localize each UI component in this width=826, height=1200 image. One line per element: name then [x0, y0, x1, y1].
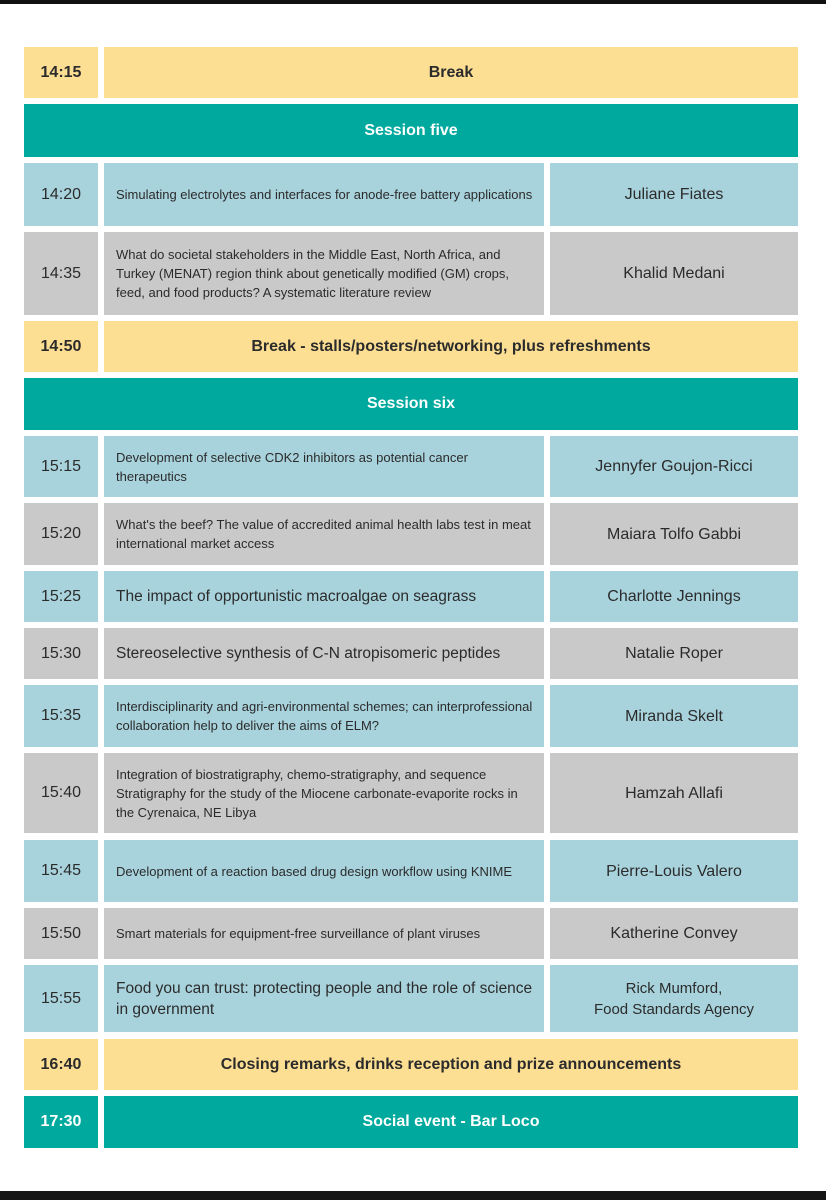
talk-speaker: Pierre-Louis Valero	[550, 840, 798, 902]
talk-time: 15:25	[24, 571, 98, 622]
talk-time: 15:20	[24, 503, 98, 565]
talk-title: Interdisciplinarity and agri-environmental schemes; can interprofessional collaboration help to deliver the aims of ELM?	[104, 685, 544, 747]
talk-speaker: Maiara Tolfo Gabbi	[550, 503, 798, 565]
talk-speaker: Miranda Skelt	[550, 685, 798, 747]
talk-time: 15:30	[24, 628, 98, 679]
talk-title: Smart materials for equipment-free surveillance of plant viruses	[104, 908, 544, 959]
talk-speaker: Katherine Convey	[550, 908, 798, 959]
talk-title: Food you can trust: protecting people and the role of science in government	[104, 965, 544, 1032]
talk-time: 15:55	[24, 965, 98, 1032]
talk-time: 14:20	[24, 163, 98, 226]
talk-title: Development of selective CDK2 inhibitors as potential cancer therapeutics	[104, 436, 544, 497]
social-time: 17:30	[24, 1096, 98, 1148]
talk-time: 15:40	[24, 753, 98, 833]
closing-label: Closing remarks, drinks reception and prize announcements	[104, 1039, 798, 1090]
talk-title: Stereoselective synthesis of C-N atropisomeric peptides	[104, 628, 544, 679]
session-five-header: Session five	[24, 104, 798, 157]
talk-time: 15:15	[24, 436, 98, 497]
talk-speaker: Juliane Fiates	[550, 163, 798, 226]
break-time: 14:15	[24, 47, 98, 98]
talk-time: 15:45	[24, 840, 98, 902]
talk-title: What's the beef? The value of accredited animal health labs test in meat international market access	[104, 503, 544, 565]
talk-title: Simulating electrolytes and interfaces for anode-free battery applications	[104, 163, 544, 226]
talk-time: 14:35	[24, 232, 98, 315]
talk-title: What do societal stakeholders in the Middle East, North Africa, and Turkey (MENAT) region think about genetically modified (GM) crops, feed, and food products? A systematic literature review	[104, 232, 544, 315]
talk-speaker: Jennyfer Goujon-Ricci	[550, 436, 798, 497]
talk-speaker	[550, 965, 798, 1032]
session-six-header: Session six	[24, 378, 798, 430]
social-label: Social event - Bar Loco	[104, 1096, 798, 1148]
talk-title: The impact of opportunistic macroalgae on seagrass	[104, 571, 544, 622]
talk-speaker: Khalid Medani	[550, 232, 798, 315]
talk-speaker: Natalie Roper	[550, 628, 798, 679]
closing-time: 16:40	[24, 1039, 98, 1090]
talk-title: Development of a reaction based drug design workflow using KNIME	[104, 840, 544, 902]
bottom-edge-bar	[0, 1191, 826, 1200]
talk-speaker: Charlotte Jennings	[550, 571, 798, 622]
talk-speaker: Hamzah Allafi	[550, 753, 798, 833]
speaker-affiliation: Food Standards Agency	[593, 1000, 755, 1018]
talk-time: 15:35	[24, 685, 98, 747]
speaker-name: Rick Mumford,	[625, 979, 723, 997]
talk-time: 15:50	[24, 908, 98, 959]
talk-title: Integration of biostratigraphy, chemo-stratigraphy, and sequence Stratigraphy for the study of the Miocene carbonate-evaporite rocks in the Cyrenaica, NE Libya	[104, 753, 544, 833]
break-label: Break	[104, 47, 798, 98]
break-label: Break - stalls/posters/networking, plus refreshments	[104, 321, 798, 372]
top-edge-bar	[0, 0, 826, 4]
break-time: 14:50	[24, 321, 98, 372]
